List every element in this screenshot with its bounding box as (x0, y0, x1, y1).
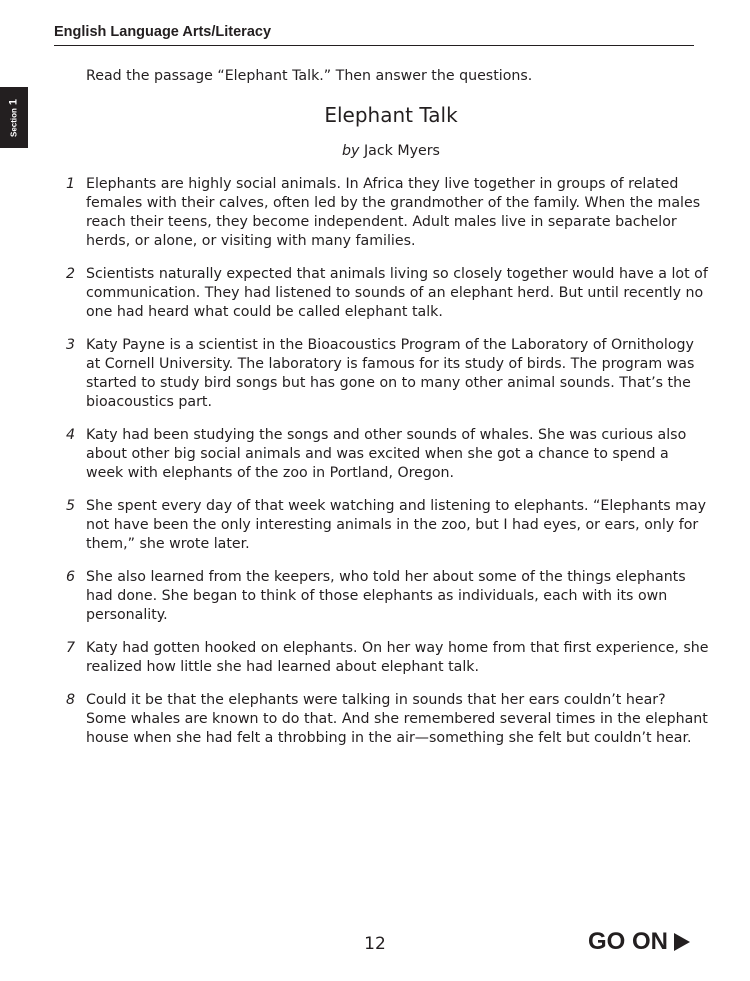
paragraph-number: 8 (66, 692, 76, 708)
author-name: Jack Myers (363, 143, 440, 159)
paragraph (0, 426, 710, 483)
page-number: 12 (364, 934, 386, 954)
section-tab (0, 87, 28, 148)
paragraph (0, 691, 710, 748)
section-number: 1 (7, 98, 20, 105)
page-header (54, 23, 694, 46)
paragraph-text: Could it be that the elephants were talking in sounds that her ears couldn’t hear? Some whales are known to do that. And she remembered several times in the elephant house when she had felt a throbbing in the air—something she felt but couldn’t hear. (86, 692, 708, 746)
paragraph (0, 568, 710, 625)
paragraph-text: Elephants are highly social animals. In Africa they live together in groups of related females with their calves, often led by the grandmother of the family. When the males reach their teens, they become independent. Adult males live in separate bachelor herds, or alone, or visiting with many families. (86, 176, 701, 249)
right-arrow-icon (674, 933, 690, 951)
section-label: Section (9, 107, 19, 137)
paragraph (0, 497, 710, 554)
instruction-text: Read the passage “Elephant Talk.” Then answer the questions. (86, 68, 533, 84)
paragraph (0, 175, 710, 251)
go-on-label: GO ON (588, 928, 669, 955)
byline (86, 142, 696, 161)
paragraph-number: 2 (66, 266, 76, 282)
paragraph (0, 336, 710, 412)
paragraph-number: 6 (66, 569, 76, 585)
paragraph-text: She spent every day of that week watching and listening to elephants. “Elephants may not have been the only interesting animals in the zoo, but I had eyes, or ears, only for them,” she wrote later. (86, 498, 707, 552)
paragraph (0, 639, 710, 677)
byline-by: by (342, 143, 360, 159)
paragraph-number: 7 (66, 640, 76, 656)
passage-title: Elephant Talk (324, 103, 458, 127)
paragraph-number: 3 (66, 337, 76, 353)
paragraph-text: Katy had gotten hooked on elephants. On her way home from that first experience, she realized how little she had learned about elephant talk. (86, 640, 709, 675)
paragraph (0, 265, 710, 322)
paragraph-text: Katy Payne is a scientist in the Bioacoustics Program of the Laboratory of Ornithology at Cornell University. The laboratory is famous for its study of birds. The program was started to study bird songs but has gone on to many other animal sounds. That’s the bioacoustics part. (86, 337, 695, 410)
paragraph-text: Scientists naturally expected that animals living so closely together would have a lot of communication. They had listened to sounds of an elephant herd. But until recently no one had heard what could be called elephant talk. (86, 266, 708, 320)
go-on-indicator (588, 928, 690, 956)
passage-body (0, 175, 750, 762)
paragraph-number: 1 (66, 176, 76, 192)
subject-title: English Language Arts/Literacy (54, 24, 272, 40)
paragraph-number: 5 (66, 498, 76, 514)
paragraph-number: 4 (66, 427, 76, 443)
paragraph-text: She also learned from the keepers, who told her about some of the things elephants had done. She began to think of those elephants as individuals, each with its own personality. (86, 569, 686, 623)
paragraph-text: Katy had been studying the songs and other sounds of whales. She was curious also about other big social animals and was excited when she got a chance to spend a week with elephants of the zoo in Portland, Oregon. (86, 427, 687, 481)
